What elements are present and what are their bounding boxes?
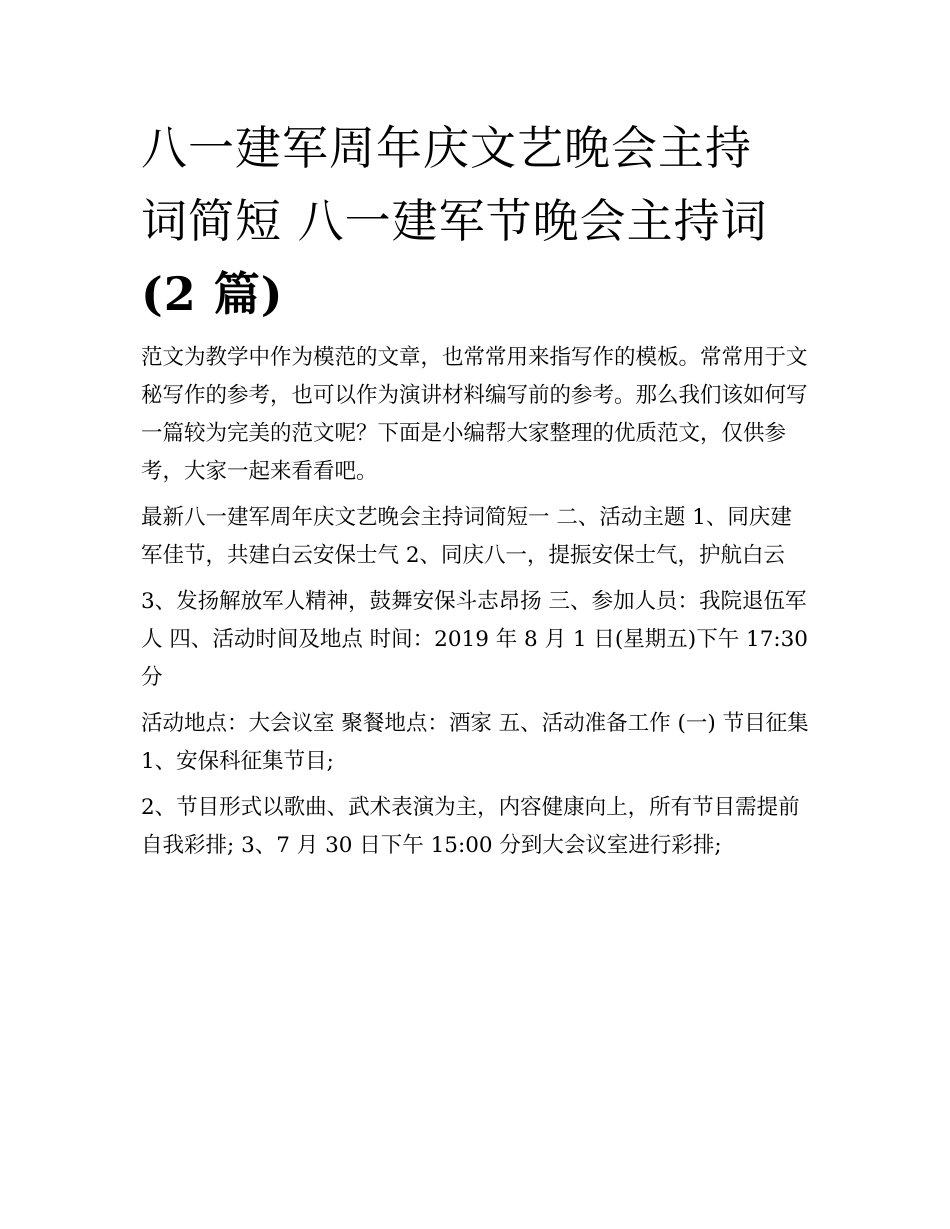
location-paragraph: 活动地点：大会议室 聚餐地点：酒家 五、活动准备工作 (一) 节目征集 1、安保科征集节目; xyxy=(141,711,809,774)
participants-paragraph: 3、发扬解放军人精神，鼓舞安保斗志昂扬 三、参加人员：我院退伍军人 四、活动时间及地点 时间：2019 年 8 月 1 日(星期五)下午 17:30 分 xyxy=(141,589,808,690)
theme-paragraph: 最新八一建军周年庆文艺晚会主持词简短一 二、活动主题 1、同庆建军佳节，共建白云安保士气 2、同庆八一，提振安保士气，护航白云 xyxy=(141,505,792,568)
program-paragraph: 2、节目形式以歌曲、武术表演为主，内容健康向上，所有节目需提前自我彩排; 3、7 月 30 日下午 15:00 分到大会议室进行彩排; xyxy=(141,795,800,858)
title-line-1: 八一建军周年庆文艺晚会主持 xyxy=(141,121,752,175)
document-page xyxy=(141,112,813,865)
title-line-3: (2 篇) xyxy=(141,267,284,321)
intro-paragraph: 范文为教学中作为模范的文章，也常常用来指写作的模板。常常用于文秘写作的参考，也可以作为演讲材料编写前的参考。那么我们该如何写一篇较为完美的范文呢？下面是小编帮大家整理的优质范文，仅供参考，大家一起来看看吧。 xyxy=(141,345,808,484)
document-title xyxy=(141,112,813,331)
title-line-2: 词简短 八一建军节晚会主持词 xyxy=(141,194,768,248)
